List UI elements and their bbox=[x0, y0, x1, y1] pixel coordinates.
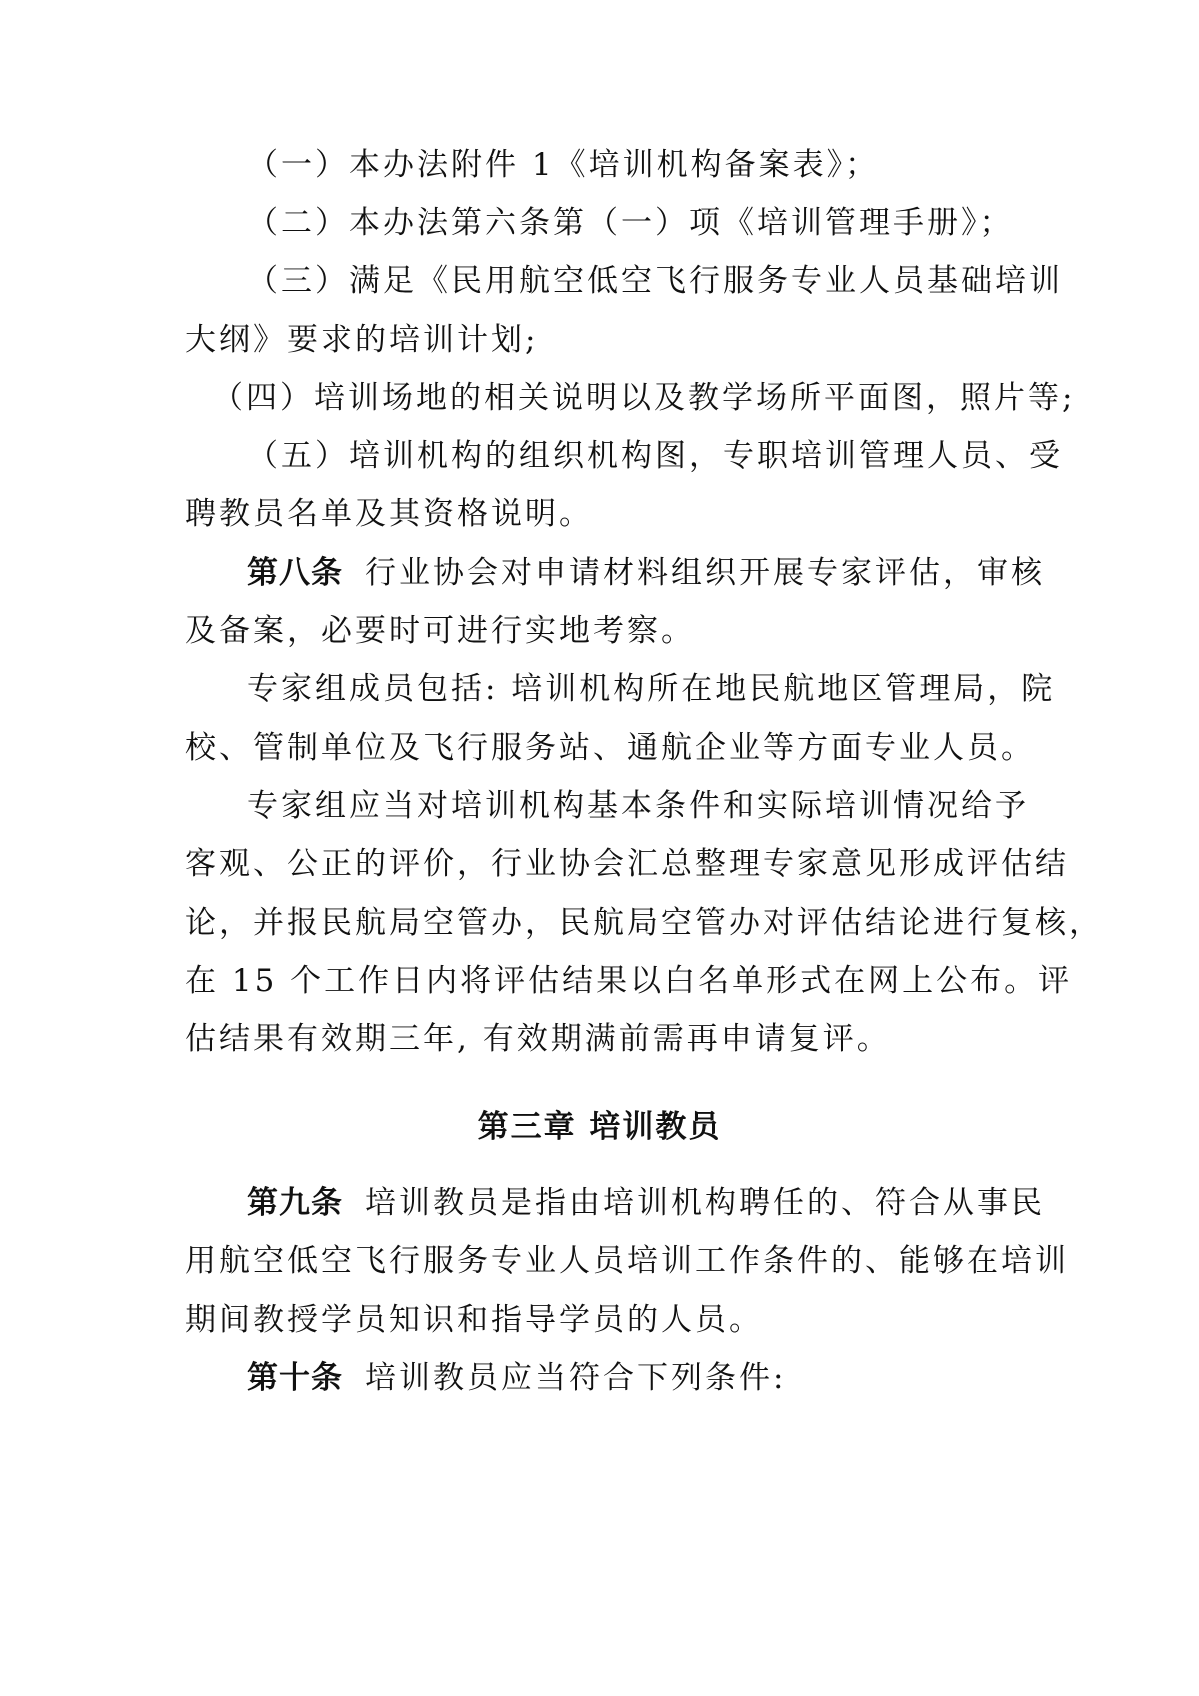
article-8-label: 第八条 bbox=[247, 555, 343, 591]
paragraph-evaluation: 专家组应当对培训机构基本条件和实际培训情况给予 bbox=[247, 788, 1029, 824]
paragraph-evaluation-line-4: 在 15 个工作日内将评估结果以白名单形式在网上公布。评 bbox=[185, 963, 1073, 999]
paragraph-evaluation-line-5: 估结果有效期三年, 有效期满前需再申请复评。 bbox=[185, 1021, 891, 1057]
list-item-3-cont: 大纲》要求的培训计划; bbox=[185, 322, 539, 358]
list-item-4: （四）培训场地的相关说明以及教学场所平面图，照片等; bbox=[212, 380, 1076, 416]
article-8-text: 行业协会对申请材料组织开展专家评估，审核 bbox=[365, 555, 1045, 591]
list-item-5-cont: 聘教员名单及其资格说明。 bbox=[185, 496, 593, 532]
paragraph-evaluation-line-3: 论，并报民航局空管办，民航局空管办对评估结论进行复核， bbox=[185, 905, 1103, 941]
paragraph-experts: 专家组成员包括: 培训机构所在地民航地区管理局，院 bbox=[247, 671, 1056, 707]
list-item-1: （一）本办法附件 1《培训机构备案表》； bbox=[247, 147, 880, 183]
article-9 bbox=[247, 1183, 1045, 1223]
article-9-label: 第九条 bbox=[247, 1185, 343, 1221]
article-9-line-2: 用航空低空飞行服务专业人员培训工作条件的、能够在培训 bbox=[185, 1243, 1069, 1279]
article-8-cont: 及备案，必要时可进行实地考察。 bbox=[185, 613, 695, 649]
article-10-text: 培训教员应当符合下列条件: bbox=[365, 1360, 787, 1396]
list-item-5: （五）培训机构的组织机构图，专职培训管理人员、受 bbox=[247, 438, 1063, 474]
paragraph-evaluation-line-2: 客观、公正的评价，行业协会汇总整理专家意见形成评估结 bbox=[185, 846, 1069, 882]
article-9-text: 培训教员是指由培训机构聘任的、符合从事民 bbox=[365, 1185, 1045, 1221]
article-10-label: 第十条 bbox=[247, 1360, 343, 1396]
paragraph-experts-cont: 校、管制单位及飞行服务站、通航企业等方面专业人员。 bbox=[185, 730, 1035, 766]
article-9-line-3: 期间教授学员知识和指导学员的人员。 bbox=[185, 1302, 763, 1338]
chapter-heading: 第三章 培训教员 bbox=[477, 1109, 722, 1145]
list-item-3: （三）满足《民用航空低空飞行服务专业人员基础培训 bbox=[247, 263, 1063, 299]
article-10 bbox=[247, 1358, 786, 1398]
article-8 bbox=[247, 553, 1045, 593]
list-item-2: （二）本办法第六条第（一）项《培训管理手册》； bbox=[247, 205, 1014, 241]
